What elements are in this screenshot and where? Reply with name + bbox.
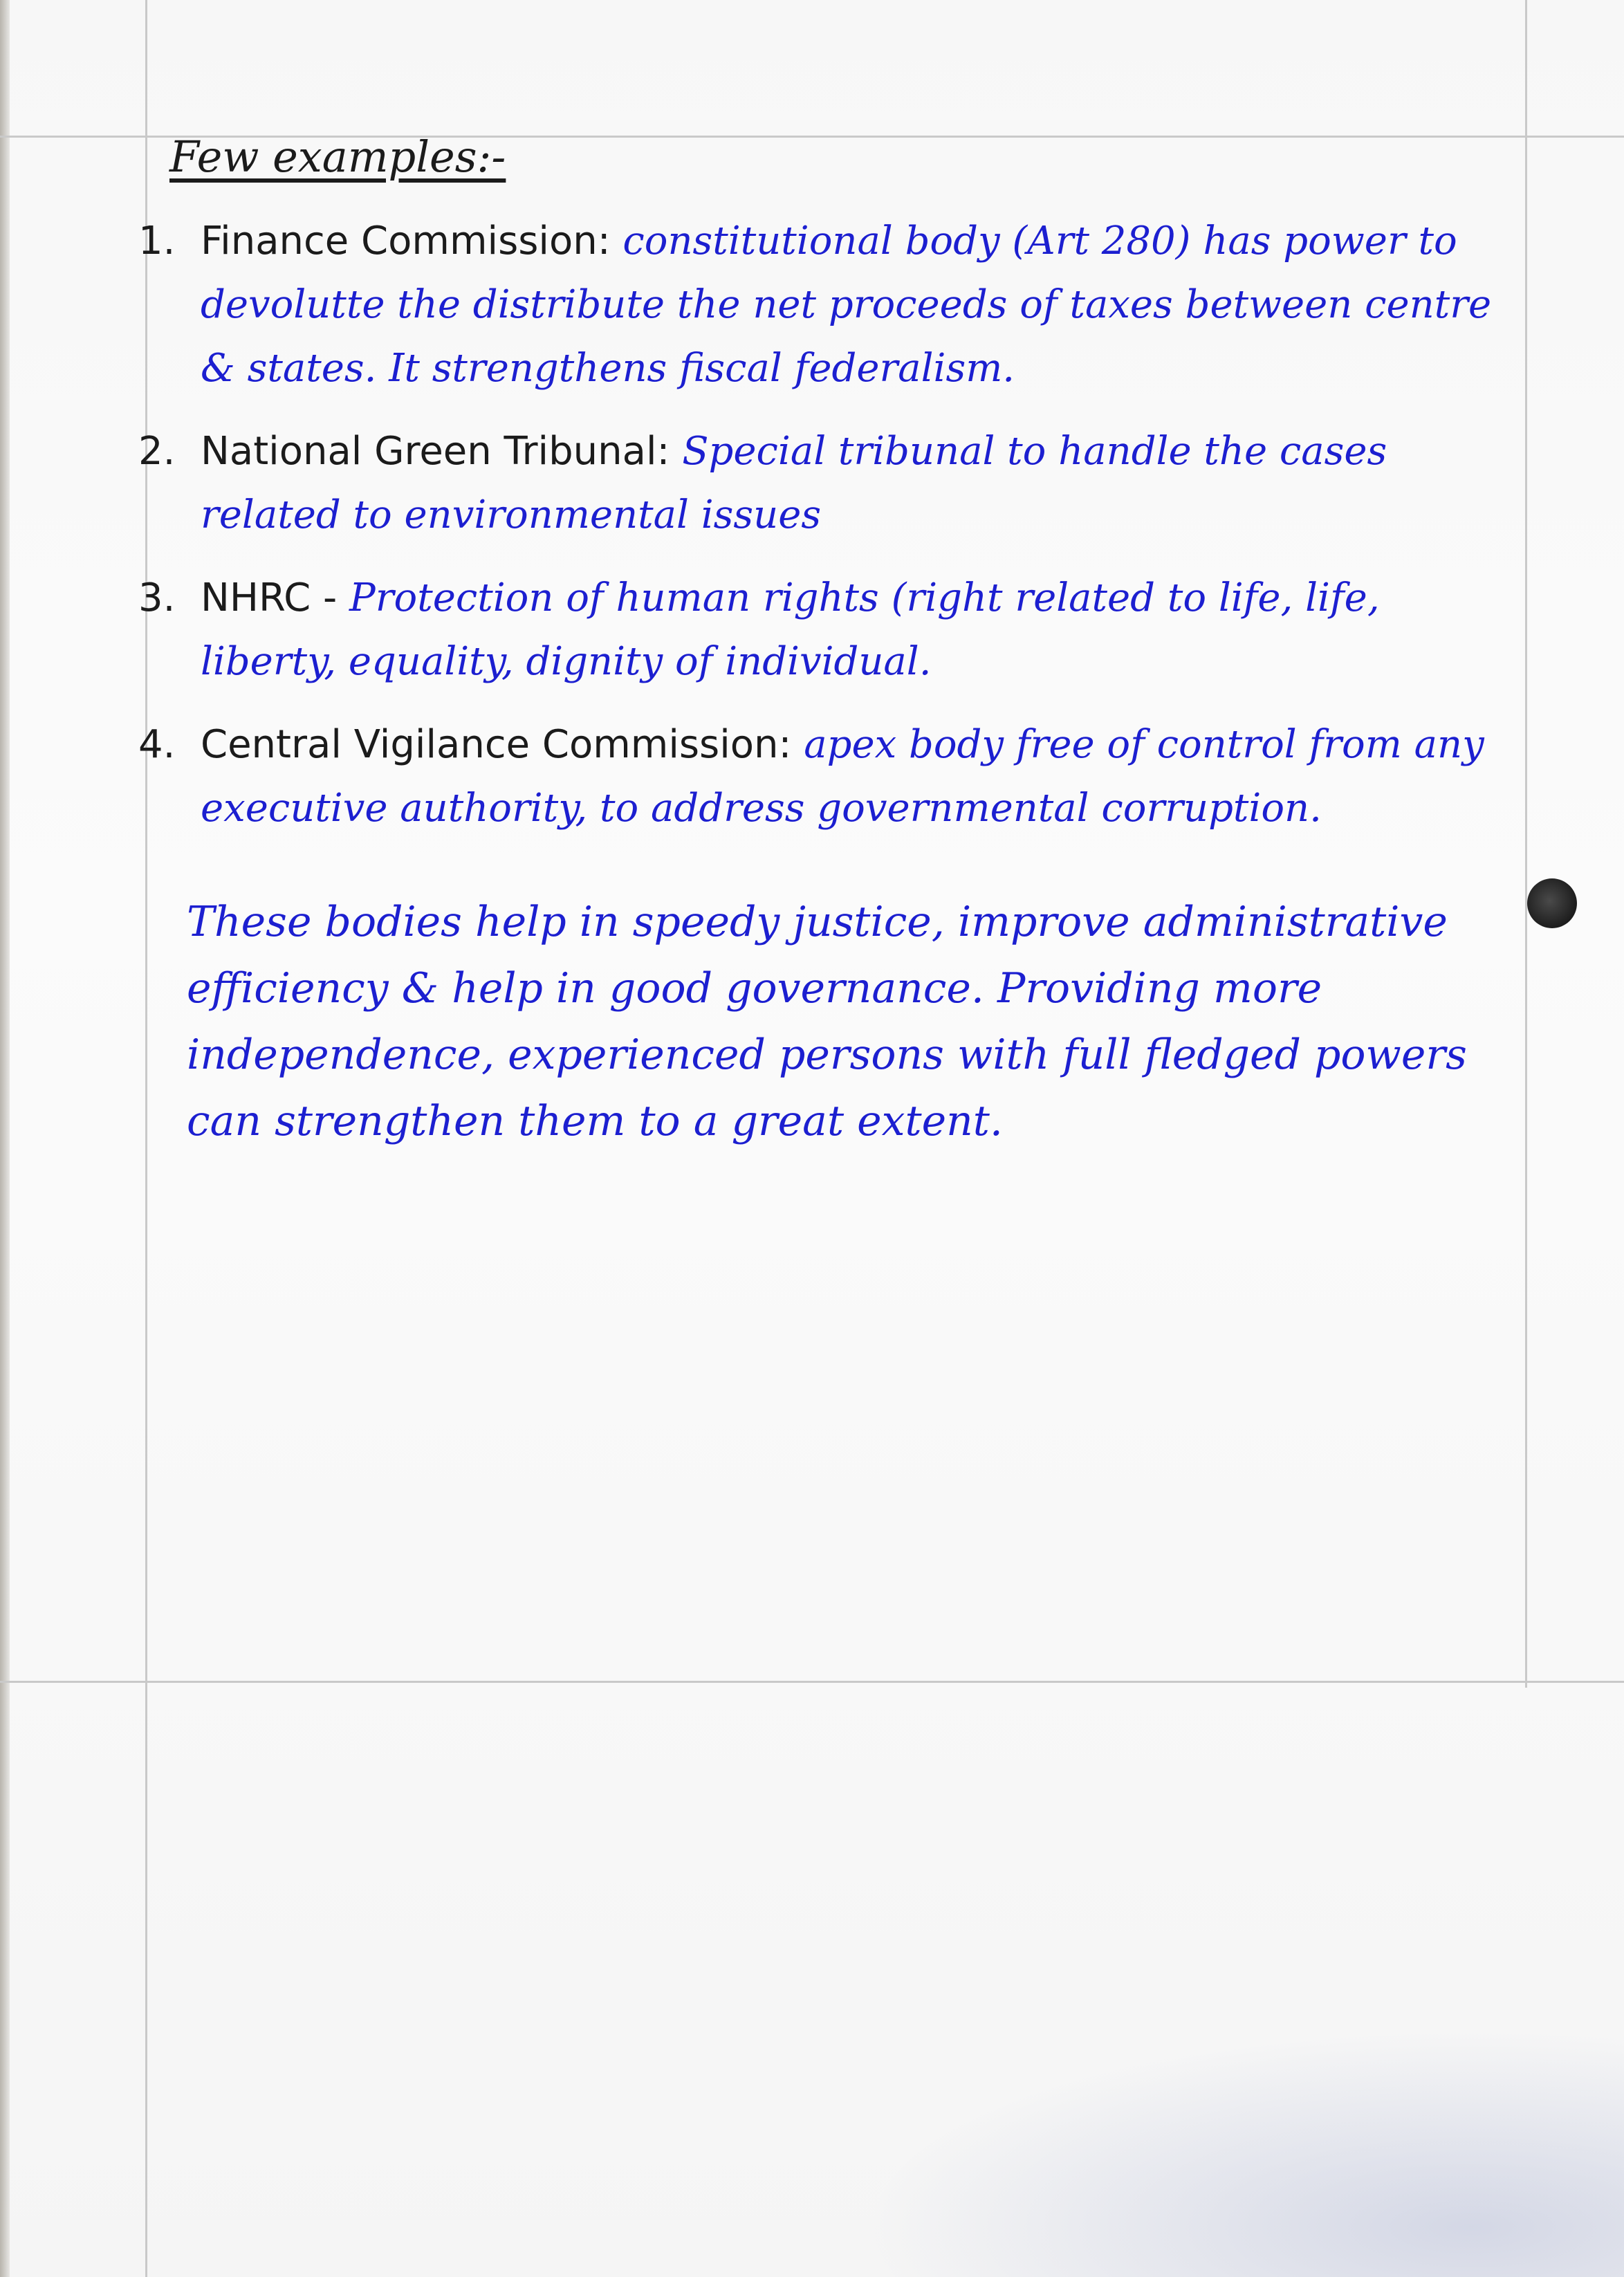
item-term: Central Vigilance Commission: [201, 722, 792, 767]
item-body [201, 420, 1522, 547]
example-item [138, 713, 1522, 840]
punch-hole [1527, 878, 1577, 928]
handwritten-answer [138, 131, 1522, 1154]
heading: Few examples:- [169, 131, 506, 182]
paper-shadow [863, 2028, 1624, 2277]
item-number: 2. [138, 429, 176, 474]
right-margin-rule [1525, 0, 1527, 1688]
item-text: constitutional body (Art 280) has power to devolutte the distribute the net proceeds of taxes between centre & states. It strengthens fiscal federalism. [201, 219, 1492, 391]
example-item [138, 210, 1522, 400]
scanner-edge [0, 0, 10, 2277]
mid-page-rule [0, 1681, 1624, 1683]
item-text: Protection of human rights (right related to life, life, liberty, equality, dignity of individual. [201, 575, 1380, 684]
example-item [138, 566, 1522, 694]
example-item [138, 420, 1522, 547]
item-body [201, 566, 1522, 694]
item-body [201, 713, 1522, 840]
item-term: Finance Commission: [201, 219, 611, 264]
conclusion-paragraph: These bodies help in speedy justice, improve administrative efficiency & help in good governance. Providing more independence, experienced persons with full fledged powers can strengthen them to a great extent. [187, 898, 1467, 1145]
item-number: 1. [138, 219, 176, 264]
item-text: Special tribunal to handle the cases related to environmental issues [201, 429, 1387, 537]
item-number: 3. [138, 575, 176, 620]
item-body [201, 210, 1522, 400]
item-term: National Green Tribunal: [201, 429, 670, 474]
item-term: NHRC - [201, 575, 338, 620]
item-number: 4. [138, 722, 176, 767]
item-text: apex body free of control from any executive authority, to address governmental corruption. [201, 722, 1484, 831]
